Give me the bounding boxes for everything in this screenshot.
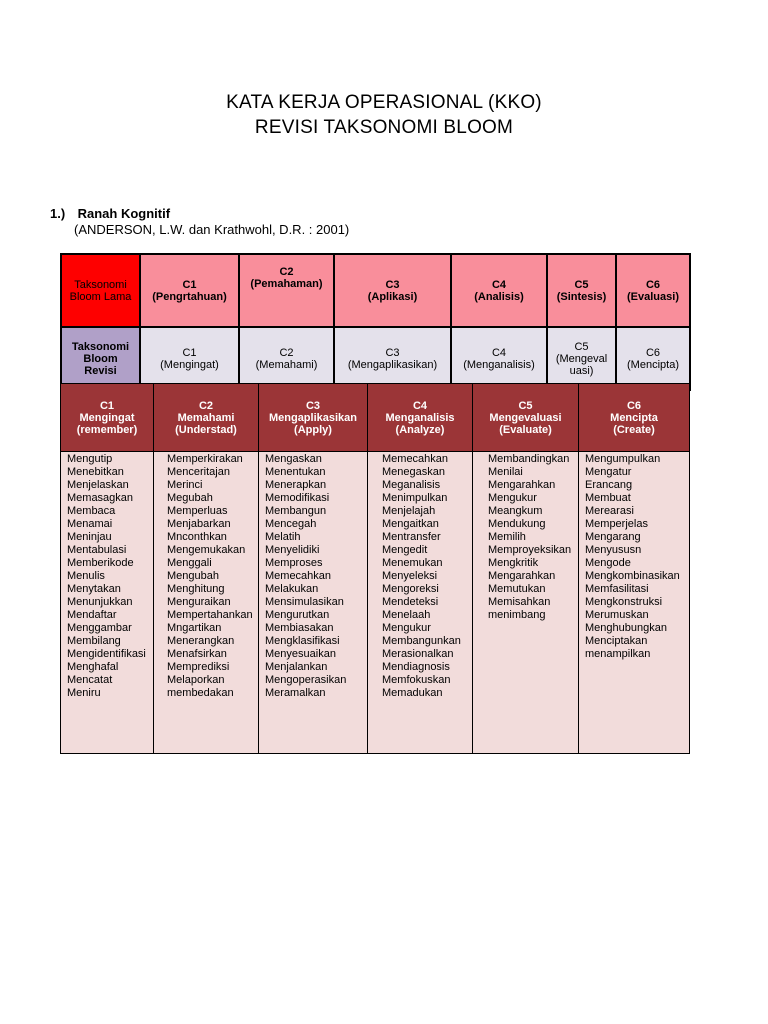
verb-item: Merasionalkan <box>382 648 454 660</box>
level-header-c3: C3 Mengaplikasikan (Apply) <box>259 384 368 452</box>
revised-c3-cell: C3 (Mengaplikasikan) <box>334 327 451 390</box>
verb-item: menampilkan <box>585 648 651 660</box>
verb-item: Mengubah <box>167 570 219 582</box>
verb-item: Memfokuskan <box>382 674 451 686</box>
old-c6-cell: C6 (Evaluasi) <box>616 254 690 327</box>
verb-item: Memisahkan <box>488 596 551 608</box>
verb-item: Menyesuaikan <box>265 648 336 660</box>
verb-item: Merumuskan <box>585 609 649 621</box>
verb-item: Memperkirakan <box>167 453 243 465</box>
verb-item: Mengumpulkan <box>585 453 661 465</box>
verb-item: Menelaah <box>382 609 431 621</box>
verb-item: Meninjau <box>67 531 112 543</box>
section-reference: (ANDERSON, L.W. dan Krathwohl, D.R. : 2001) <box>74 222 350 237</box>
verb-item: Mengklasifikasi <box>265 635 340 647</box>
verb-item: Menghitung <box>167 583 225 595</box>
verb-item: Membuat <box>585 492 631 504</box>
level-header-row <box>61 384 690 452</box>
verb-item: Mengkonstruksi <box>585 596 663 608</box>
verb-item: Mengoreksi <box>382 583 439 595</box>
verb-item: Menjalankan <box>265 661 328 673</box>
revised-c1-cell: C1 (Mengingat) <box>140 327 239 390</box>
verb-item: Menilai <box>488 466 523 478</box>
old-c5-cell: C5 (Sintesis) <box>547 254 616 327</box>
verb-item: Mengukur <box>382 622 431 634</box>
verb-item: Mengarahkan <box>488 570 556 582</box>
verb-item: Mengkombinasikan <box>585 570 680 582</box>
old-c4-cell: C4 (Analisis) <box>451 254 547 327</box>
verb-item: Memperluas <box>167 505 228 517</box>
verb-item: Menemukan <box>382 557 443 569</box>
verb-item: Mengutip <box>67 453 113 465</box>
verb-item: Menghubungkan <box>585 622 667 634</box>
section-heading <box>50 206 170 221</box>
revised-taxonomy-row <box>61 327 690 390</box>
verb-item: Memproyeksikan <box>488 544 572 556</box>
verb-item: Menjelajah <box>382 505 436 517</box>
verb-item: Memproses <box>265 557 323 569</box>
verb-item: Mendaftar <box>67 609 117 621</box>
level-header-c2: C2 Memahami (Understad) <box>154 384 259 452</box>
revised-taxonomy-label: Taksonomi Bloom Revisi <box>61 327 140 390</box>
verb-item: Memilih <box>488 531 526 543</box>
verb-item: Melakukan <box>265 583 319 595</box>
verb-item: Memecahkan <box>265 570 332 582</box>
verb-item: Mengarahkan <box>488 479 556 491</box>
verb-item: Mengatur <box>585 466 632 478</box>
verb-item: Mengoperasikan <box>265 674 347 686</box>
verb-item: Mengkritik <box>488 557 539 569</box>
verb-item: Mengarang <box>585 531 641 543</box>
old-c2-cell: C2 (Pemahaman) <box>239 254 334 327</box>
verb-item: Mnconthkan <box>167 531 227 543</box>
verb-item: Meangkum <box>488 505 543 517</box>
verb-item: Merearasi <box>585 505 634 517</box>
verb-item: Menjabarkan <box>167 518 231 530</box>
verb-item: Mentransfer <box>382 531 441 543</box>
verb-item: Mencatat <box>67 674 113 686</box>
verb-item: Menggambar <box>67 622 132 634</box>
verb-item: Memecahkan <box>382 453 449 465</box>
old-taxonomy-row <box>61 254 690 327</box>
verb-item: Menulis <box>67 570 105 582</box>
verb-item: Mengukur <box>488 492 537 504</box>
verb-item: Membangunkan <box>382 635 461 647</box>
section-title: Ranah Kognitif <box>77 206 171 221</box>
verb-item: Memutukan <box>488 583 546 595</box>
verb-item: Menyeleksi <box>382 570 438 582</box>
verb-item: Mngartikan <box>167 622 222 634</box>
level-header-c6: C6 Mencipta (Create) <box>579 384 690 452</box>
verb-list-c4 <box>368 452 473 754</box>
verb-item: Menceritajan <box>167 466 230 478</box>
level-header-c4: C4 Menganalisis (Analyze) <box>368 384 473 452</box>
verb-item: Menytakan <box>67 583 121 595</box>
section-number: 1.) <box>50 206 66 221</box>
old-taxonomy-label: Taksonomi Bloom Lama <box>61 254 140 327</box>
verb-item: Memperjelas <box>585 518 648 530</box>
verb-item: Meramalkan <box>265 687 326 699</box>
revised-c2-cell: C2 (Memahami) <box>239 327 334 390</box>
verb-list-c3 <box>259 452 368 754</box>
verb-item: Meniru <box>67 687 101 699</box>
verb-item: Melatih <box>265 531 301 543</box>
verb-item: Mengaitkan <box>382 518 439 530</box>
verb-item: Menciptakan <box>585 635 648 647</box>
verb-item: Membandingkan <box>488 453 570 465</box>
verb-item: Memfasilitasi <box>585 583 649 595</box>
verb-item: Menjelaskan <box>67 479 129 491</box>
verb-item: Erancang <box>585 479 633 491</box>
verb-item: Menerapkan <box>265 479 327 491</box>
verb-item: Membangun <box>265 505 327 517</box>
verb-item: Menamai <box>67 518 113 530</box>
verb-item: Melaporkan <box>167 674 225 686</box>
verb-item: Menyususn <box>585 544 642 556</box>
verb-item: Mengemukakan <box>167 544 246 556</box>
operational-verbs-table <box>60 383 690 754</box>
verb-item: Mengurutkan <box>265 609 330 621</box>
verb-item: Membaca <box>67 505 116 517</box>
verb-item: Memprediksi <box>167 661 230 673</box>
verb-item: membedakan <box>167 687 234 699</box>
revised-c4-cell: C4 (Menganalisis) <box>451 327 547 390</box>
verb-item: Mengidentifikasi <box>67 648 146 660</box>
verb-item: Mentabulasi <box>67 544 127 556</box>
verb-item: Menebitkan <box>67 466 124 478</box>
revised-c5-cell: C5 (Mengeval uasi) <box>547 327 616 390</box>
document-title-line1: KATA KERJA OPERASIONAL (KKO) <box>226 92 542 113</box>
verb-item: Menunjukkan <box>67 596 133 608</box>
verb-list-c1 <box>61 452 154 754</box>
verb-item: Memberikode <box>67 557 134 569</box>
verb-item: Menentukan <box>265 466 326 478</box>
verb-item: Menimpulkan <box>382 492 448 504</box>
verb-item: Memadukan <box>382 687 443 699</box>
verb-item: Membilang <box>67 635 121 647</box>
verb-item: Menegaskan <box>382 466 445 478</box>
old-c1-cell: C1 (Pengrtahuan) <box>140 254 239 327</box>
verb-item: Menggali <box>167 557 212 569</box>
verb-item: Mensimulasikan <box>265 596 344 608</box>
verb-item: Membiasakan <box>265 622 334 634</box>
verb-item: Mengode <box>585 557 631 569</box>
verb-item: Memodifikasi <box>265 492 330 504</box>
verb-item: Merinci <box>167 479 203 491</box>
verb-item: Mendeteksi <box>382 596 439 608</box>
old-c3-cell: C3 (Aplikasi) <box>334 254 451 327</box>
verb-item: Meganalisis <box>382 479 441 491</box>
verb-item: Memasagkan <box>67 492 134 504</box>
verb-item: Menyelidiki <box>265 544 320 556</box>
verbs-row <box>61 452 690 754</box>
verb-item: Menafsirkan <box>167 648 227 660</box>
verb-list-c5 <box>473 452 579 754</box>
verb-item: Mempertahankan <box>167 609 253 621</box>
verb-item: Mencegah <box>265 518 317 530</box>
verb-list-c2 <box>154 452 259 754</box>
verb-item: Menghafal <box>67 661 119 673</box>
verb-item: Mengedit <box>382 544 428 556</box>
verb-item: Megubah <box>167 492 213 504</box>
verb-list-c6 <box>579 452 690 754</box>
level-header-c5: C5 Mengevaluasi (Evaluate) <box>473 384 579 452</box>
level-header-c1: C1 Mengingat (remember) <box>61 384 154 452</box>
taxonomy-comparison-table <box>60 253 691 391</box>
verb-item: menimbang <box>488 609 546 621</box>
verb-item: Menerangkan <box>167 635 235 647</box>
revised-c6-cell: C6 (Mencipta) <box>616 327 690 390</box>
verb-item: Mendiagnosis <box>382 661 450 673</box>
verb-item: Mengaskan <box>265 453 322 465</box>
document-title-line2: REVISI TAKSONOMI BLOOM <box>254 117 514 138</box>
verb-item: Menguraikan <box>167 596 231 608</box>
verb-item: Mendukung <box>488 518 546 530</box>
